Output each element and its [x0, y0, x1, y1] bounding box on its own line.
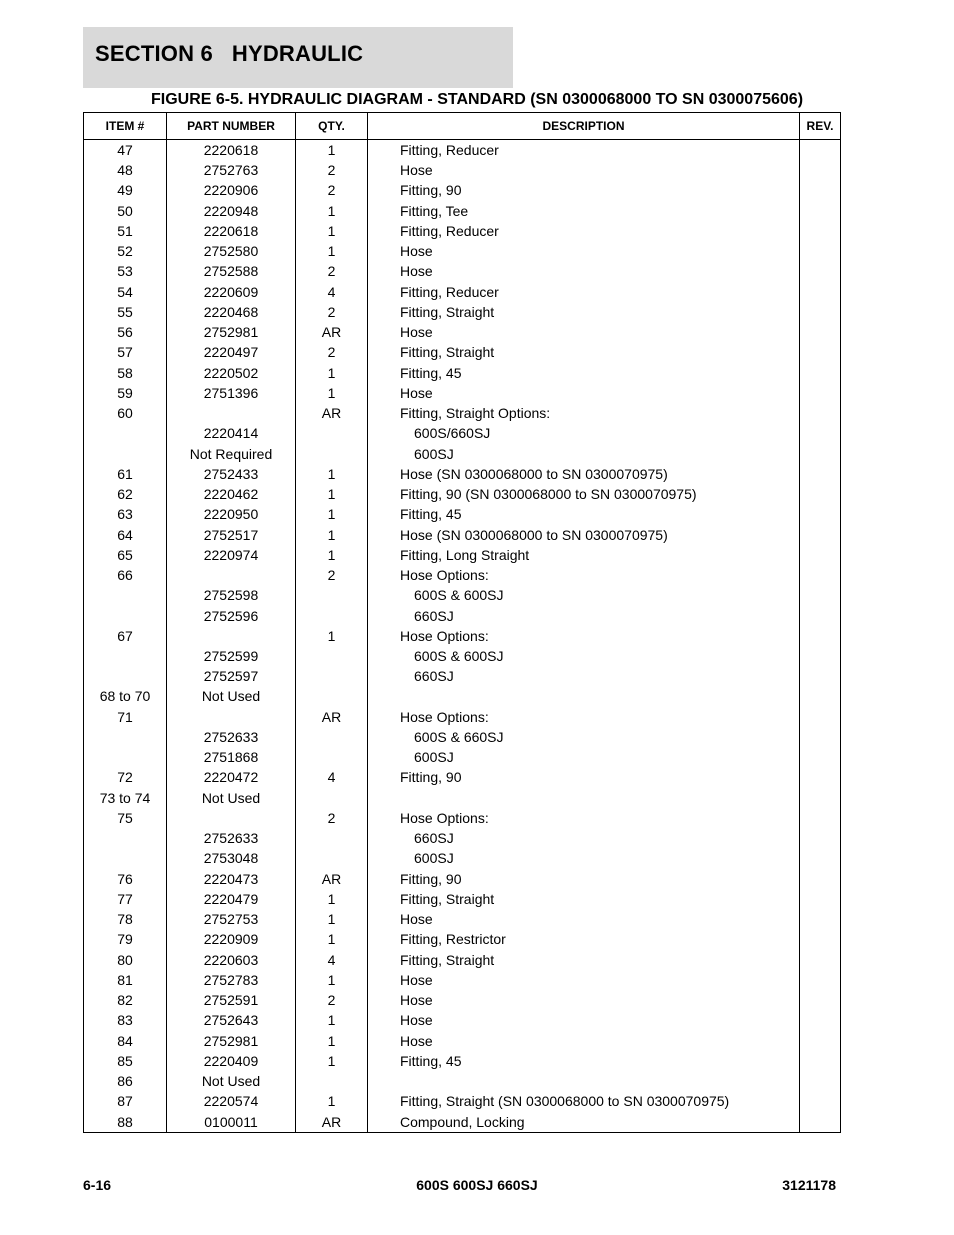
table-row [84, 302, 840, 322]
description-cell: Hose [400, 324, 433, 341]
table-row [84, 990, 840, 1010]
part-number-cell: Not Used [201, 1073, 261, 1090]
item-cell: 65 [117, 546, 133, 563]
description-cell: 600SJ [414, 749, 454, 766]
part-number-cell: 2220479 [203, 890, 259, 907]
qty-cell: AR [321, 324, 342, 341]
qty-cell: 4 [327, 769, 336, 786]
table-row [84, 363, 840, 383]
item-cell: 71 [117, 708, 133, 725]
description-cell: 600S/660SJ [414, 425, 491, 442]
item-cell: 79 [117, 931, 133, 948]
item-cell: 87 [117, 1093, 133, 1110]
table-row [84, 1071, 840, 1091]
description-cell: Fitting, Reducer [400, 283, 499, 300]
part-number-cell: 2752599 [203, 648, 259, 664]
part-number-cell: Not Used [201, 688, 261, 705]
description-cell: Fitting, Straight Options: [400, 405, 551, 422]
footer-doc-number: 3121178 [782, 1177, 836, 1193]
item-cell: 84 [117, 1032, 133, 1049]
part-number-cell: 2751396 [203, 384, 259, 401]
part-number-cell: 2220618 [203, 142, 259, 158]
table-row [84, 828, 840, 848]
table-row [84, 950, 840, 970]
description-cell: Hose [400, 243, 433, 260]
header-qty: QTY. [318, 119, 345, 133]
table-row [84, 585, 840, 605]
description-cell: 660SJ [414, 668, 454, 685]
item-cell: 80 [117, 951, 133, 968]
description-cell: Fitting, Straight [400, 303, 495, 320]
table-row [84, 929, 840, 949]
item-cell: 83 [117, 1012, 133, 1029]
part-number-cell: 2220502 [203, 364, 259, 381]
item-cell: 67 [117, 627, 133, 644]
table-row [84, 342, 840, 362]
qty-cell: 1 [327, 1012, 336, 1029]
qty-cell: 2 [327, 567, 336, 584]
item-cell: 49 [117, 182, 133, 199]
part-number-cell: 2220618 [203, 222, 259, 239]
description-cell: Fitting, 45 [400, 506, 462, 523]
description-cell: Fitting, Straight [400, 951, 495, 968]
table-row [84, 201, 840, 221]
header-rev: REV. [806, 119, 834, 133]
part-number-cell: 2751868 [203, 749, 259, 766]
item-cell: 59 [117, 384, 133, 401]
description-cell: Hose [400, 384, 433, 401]
item-cell: 54 [117, 283, 133, 300]
qty-cell: 1 [327, 384, 336, 401]
description-cell: Hose [400, 1012, 433, 1029]
item-cell: 61 [117, 465, 133, 482]
table-row [84, 1112, 840, 1132]
qty-cell: 1 [327, 142, 336, 158]
part-number-cell: 2752633 [203, 830, 259, 847]
description-cell: Hose [400, 911, 433, 928]
qty-cell: 2 [327, 182, 336, 199]
description-cell: 600S & 600SJ [414, 587, 504, 604]
item-cell: 72 [117, 769, 133, 786]
parts-table [83, 112, 841, 1133]
table-row [84, 403, 840, 423]
qty-cell: 1 [327, 971, 336, 988]
description-cell: Fitting, Restrictor [400, 931, 506, 948]
part-number-cell: 2220472 [203, 769, 259, 786]
description-cell: Hose Options: [400, 627, 489, 644]
qty-cell: 1 [327, 1093, 336, 1110]
part-number-cell: 2220950 [203, 506, 259, 523]
item-cell: 53 [117, 263, 133, 280]
part-number-cell: 2752596 [203, 607, 259, 624]
qty-cell: 1 [327, 546, 336, 563]
item-cell: 50 [117, 202, 133, 219]
item-cell: 82 [117, 992, 133, 1009]
qty-cell: 1 [327, 486, 336, 503]
description-cell: Fitting, 90 [400, 870, 462, 887]
part-number-cell: 2752588 [203, 263, 259, 280]
part-number-cell: 2752981 [203, 1032, 259, 1049]
part-number-cell: 2752433 [203, 465, 259, 482]
part-number-cell: 2752598 [203, 587, 259, 604]
qty-cell: 2 [327, 809, 336, 826]
description-cell: Hose [400, 263, 433, 280]
description-cell: Hose Options: [400, 809, 489, 826]
qty-cell: 1 [327, 627, 336, 644]
item-cell: 64 [117, 526, 133, 543]
part-number-cell: 2752591 [203, 992, 259, 1009]
part-number-cell: 2752517 [203, 526, 259, 543]
description-cell: Hose (SN 0300068000 to SN 0300070975) [400, 526, 668, 543]
qty-cell: 1 [327, 364, 336, 381]
qty-cell: 4 [327, 951, 336, 968]
item-cell: 78 [117, 911, 133, 928]
table-row [84, 383, 840, 403]
table-row [84, 504, 840, 524]
part-number-cell: 2220462 [203, 486, 259, 503]
header-part-number: PART NUMBER [187, 119, 275, 133]
description-cell: Hose Options: [400, 567, 489, 584]
part-number-cell: 2752643 [203, 1012, 259, 1029]
table-row [84, 727, 840, 747]
part-number-cell: 2220468 [203, 303, 259, 320]
part-number-cell: 2220497 [203, 344, 259, 361]
item-cell: 77 [117, 890, 133, 907]
qty-cell: AR [321, 870, 342, 887]
part-number-cell: 2752597 [203, 668, 259, 685]
description-cell: 600S & 600SJ [414, 648, 504, 664]
table-row [84, 423, 840, 443]
qty-cell: AR [321, 708, 342, 725]
item-cell: 66 [117, 567, 133, 584]
table-row [84, 707, 840, 727]
qty-cell: 1 [327, 911, 336, 928]
qty-cell: 1 [327, 465, 336, 482]
qty-cell: 1 [327, 526, 336, 543]
part-number-cell: 2220603 [203, 951, 259, 968]
table-row [84, 1010, 840, 1030]
part-number-cell: 2752580 [203, 243, 259, 260]
qty-cell: 4 [327, 283, 336, 300]
table-row [84, 221, 840, 241]
description-cell: Hose [400, 1032, 433, 1049]
table-row [84, 1051, 840, 1071]
item-cell: 63 [117, 506, 133, 523]
table-row [84, 241, 840, 261]
part-number-cell: 2752753 [203, 911, 259, 928]
table-row [84, 160, 840, 180]
description-cell: Fitting, 45 [400, 1052, 462, 1069]
description-cell: 600S & 660SJ [414, 728, 504, 745]
part-number-cell: 2752763 [203, 162, 259, 179]
qty-cell: 2 [327, 162, 336, 179]
description-cell: Fitting, 90 [400, 182, 462, 199]
part-number-cell: 2220409 [203, 1052, 259, 1069]
item-cell: 56 [117, 324, 133, 341]
description-cell: 660SJ [414, 607, 454, 624]
description-cell: Hose [400, 992, 433, 1009]
table-row [84, 788, 840, 808]
description-cell: Fitting, Reducer [400, 222, 499, 239]
table-row [84, 464, 840, 484]
description-cell: Hose Options: [400, 708, 489, 725]
table-row [84, 747, 840, 767]
part-number-cell: 2220473 [203, 870, 259, 887]
description-cell: Fitting, Straight [400, 890, 495, 907]
qty-cell: 2 [327, 344, 336, 361]
footer-page-number: 6-16 [83, 1177, 112, 1193]
item-cell: 85 [117, 1052, 133, 1069]
description-cell: Hose [400, 971, 433, 988]
table-row [84, 525, 840, 545]
part-number-cell: 2220974 [203, 546, 259, 563]
table-row [84, 909, 840, 929]
footer-models: 600S 600SJ 660SJ [416, 1177, 538, 1193]
table-row [84, 889, 840, 909]
description-cell: Fitting, 45 [400, 364, 462, 381]
table-header [84, 113, 840, 140]
qty-cell: 2 [327, 263, 336, 280]
description-cell: 600SJ [414, 445, 454, 462]
item-cell: 60 [117, 405, 133, 422]
part-number-cell: 2220414 [203, 425, 259, 442]
description-cell: Fitting, 90 (SN 0300068000 to SN 0300070975) [400, 486, 697, 503]
item-cell: 68 to 70 [99, 688, 151, 705]
item-cell: 81 [117, 971, 133, 988]
part-number-cell: 2220609 [203, 283, 259, 300]
qty-cell: 2 [327, 992, 336, 1009]
table-row [84, 606, 840, 626]
item-cell: 52 [117, 243, 133, 260]
part-number-cell: 2753048 [203, 850, 259, 867]
table-row [84, 444, 840, 464]
item-cell: 58 [117, 364, 133, 381]
figure-title: FIGURE 6-5. HYDRAULIC DIAGRAM - STANDARD (SN 0300068000 TO SN 0300075606) [150, 91, 804, 108]
item-cell: 48 [117, 162, 133, 179]
table-row [84, 808, 840, 828]
qty-cell: 2 [327, 303, 336, 320]
description-cell: Fitting, Tee [400, 202, 469, 219]
description-cell: Fitting, 90 [400, 769, 462, 786]
part-number-cell: 2220909 [203, 931, 259, 948]
description-cell: Fitting, Reducer [400, 142, 499, 158]
description-cell: Hose (SN 0300068000 to SN 0300070975) [400, 465, 668, 482]
table-row [84, 1091, 840, 1111]
table-row [84, 322, 840, 342]
qty-cell: 1 [327, 506, 336, 523]
qty-cell: 1 [327, 890, 336, 907]
part-number-cell: 2752783 [203, 971, 259, 988]
table-row [84, 180, 840, 200]
part-number-cell: 0100011 [204, 1113, 258, 1130]
item-cell: 86 [117, 1073, 133, 1090]
description-cell: Fitting, Straight (SN 0300068000 to SN 0300070975) [400, 1093, 730, 1110]
qty-cell: AR [321, 1113, 342, 1130]
header-item: ITEM # [105, 119, 145, 133]
table-row [84, 282, 840, 302]
item-cell: 47 [117, 142, 133, 158]
part-number-cell: Not Required [189, 445, 273, 462]
description-cell: 660SJ [414, 830, 454, 847]
item-cell: 51 [117, 222, 133, 239]
table-row [84, 140, 840, 160]
table-row [84, 767, 840, 787]
description-cell: Hose [400, 162, 433, 179]
table-row [84, 686, 840, 706]
header-description: DESCRIPTION [542, 119, 625, 133]
table-row [84, 545, 840, 565]
part-number-cell: 2752981 [203, 324, 259, 341]
table-row [84, 869, 840, 889]
section-title: SECTION 6 HYDRAULIC [95, 41, 364, 66]
table-row [84, 1031, 840, 1051]
qty-cell: 1 [327, 243, 336, 260]
part-number-cell: Not Used [201, 789, 261, 806]
table-row [84, 484, 840, 504]
item-cell: 75 [117, 809, 133, 826]
table-row [84, 646, 840, 666]
part-number-cell: 2220574 [203, 1093, 259, 1110]
description-cell: Fitting, Straight [400, 344, 495, 361]
section-banner [83, 27, 513, 88]
part-number-cell: 2220906 [203, 182, 259, 199]
qty-cell: 1 [327, 202, 336, 219]
table-row [84, 626, 840, 646]
qty-cell: 1 [327, 1032, 336, 1049]
description-cell: Compound, Locking [400, 1113, 525, 1130]
qty-cell: 1 [327, 1052, 336, 1069]
item-cell: 76 [117, 870, 133, 887]
item-cell: 88 [117, 1113, 133, 1130]
table-row [84, 666, 840, 686]
table-row [84, 261, 840, 281]
qty-cell: 1 [327, 222, 336, 239]
item-cell: 55 [117, 303, 133, 320]
item-cell: 62 [117, 486, 133, 503]
table-row [84, 565, 840, 585]
description-cell: 600SJ [414, 850, 454, 867]
table-row [84, 848, 840, 868]
qty-cell: 1 [327, 931, 336, 948]
description-cell: Fitting, Long Straight [400, 546, 530, 563]
part-number-cell: 2752633 [203, 728, 259, 745]
item-cell: 73 to 74 [99, 789, 151, 806]
item-cell: 57 [117, 344, 133, 361]
qty-cell: AR [321, 405, 342, 422]
table-row [84, 970, 840, 990]
part-number-cell: 2220948 [203, 202, 259, 219]
